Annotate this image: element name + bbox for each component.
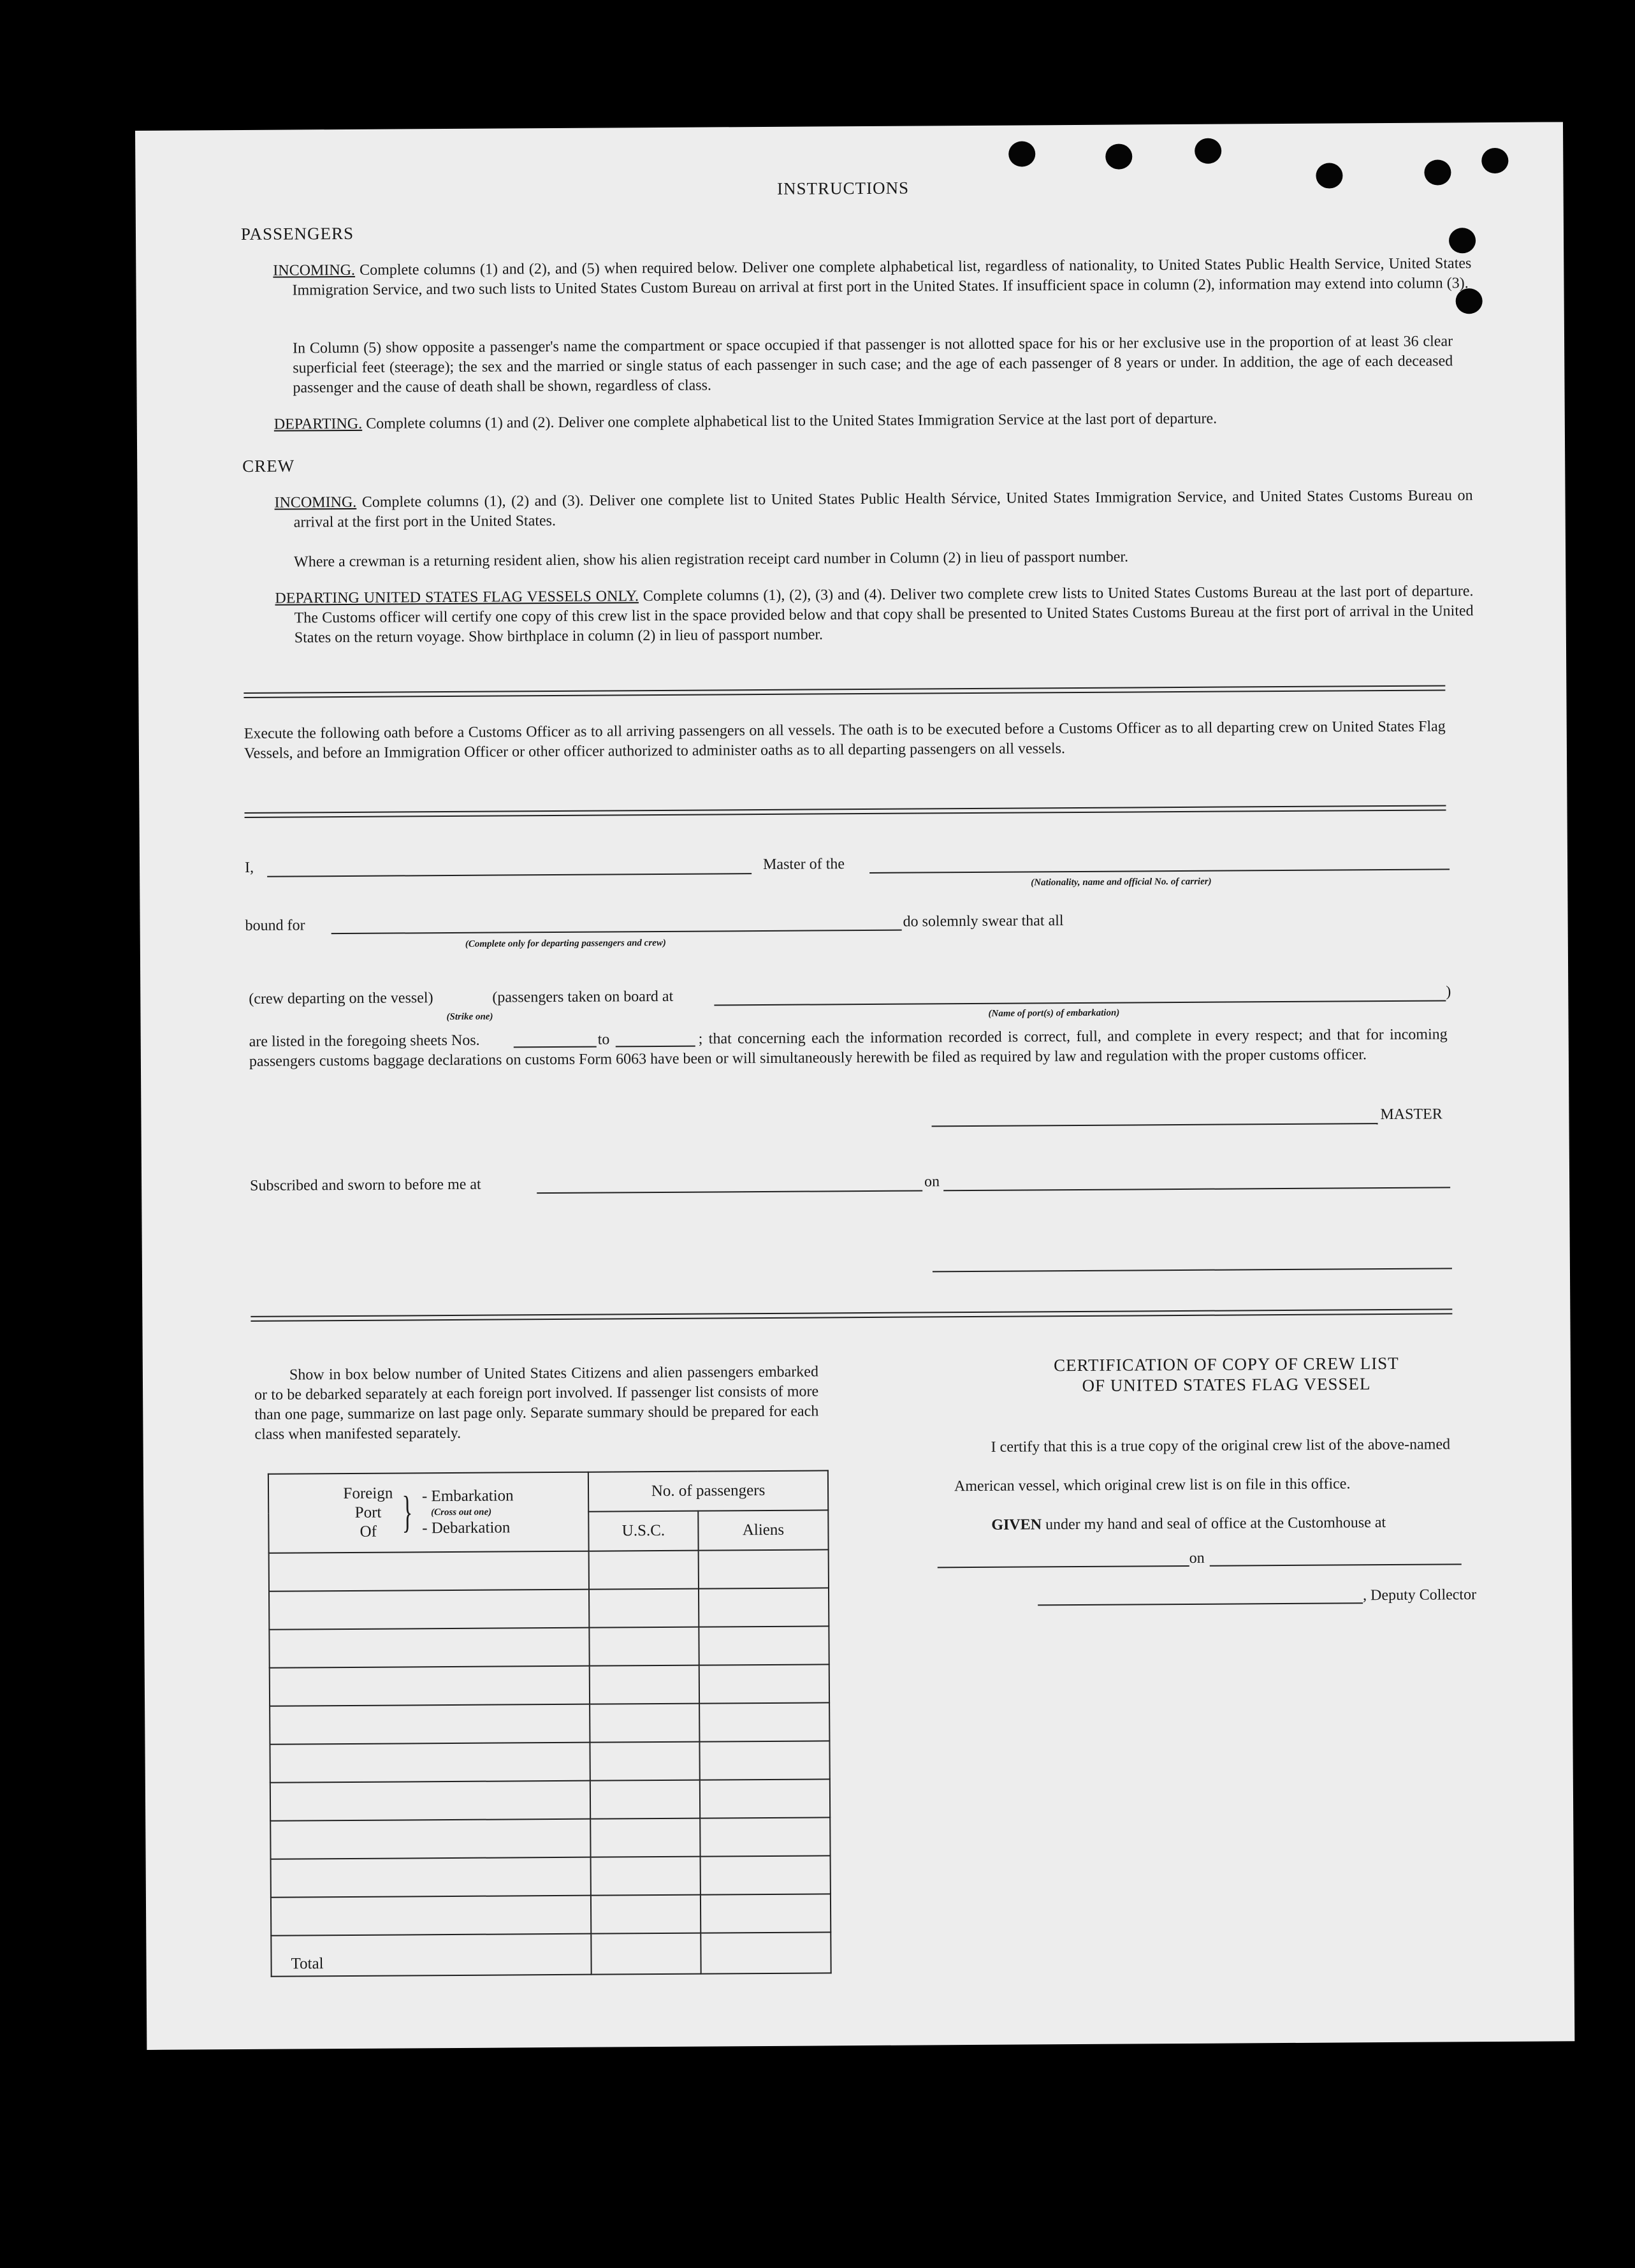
table-row[interactable] bbox=[270, 1702, 829, 1744]
summary-instructions: Show in box below number of United States Citizens and alien passengers embarked or to be debarked separately at each foreign port involved. If passenger list consists of more than one page, summarize on last page only. Separate summary should be prepared for each class when manifested separately. bbox=[254, 1363, 819, 1443]
table-row[interactable] bbox=[270, 1741, 829, 1782]
embarkation-label: - Embarkation bbox=[421, 1487, 514, 1505]
punch-hole bbox=[1195, 138, 1221, 164]
oath-intro: Execute the following oath before a Customs Officer as to all arriving passengers on all vessels. The oath is to be executed before a Customs Officer as to all departing crew on United States Flag Vessels, and before an Immigration Officer or other officer authorized to administer oaths as to all departing passengers on all vessels. bbox=[243, 718, 1446, 762]
table-header-row bbox=[268, 1470, 828, 1513]
deputy-label: , Deputy Collector bbox=[1362, 1586, 1477, 1604]
cert-on-label: on bbox=[1189, 1549, 1205, 1567]
table-row[interactable] bbox=[270, 1779, 830, 1820]
divider bbox=[243, 685, 1445, 698]
listed-to: to bbox=[597, 1031, 610, 1048]
table-row[interactable] bbox=[271, 1855, 831, 1897]
punch-hole bbox=[1008, 141, 1035, 166]
crew-incoming-paragraph bbox=[274, 486, 1472, 532]
embarkation-port-field[interactable] bbox=[714, 1000, 1446, 1006]
total-label: Total bbox=[271, 1934, 591, 1977]
brace: } bbox=[402, 1488, 413, 1537]
bound-caption: (Complete only for departing passengers and crew) bbox=[465, 937, 666, 949]
table-row[interactable] bbox=[270, 1817, 830, 1859]
of-label: Of bbox=[360, 1523, 377, 1540]
punch-hole bbox=[1449, 228, 1476, 253]
subscribed-label: Subscribed and sworn to before me at bbox=[250, 1176, 481, 1194]
punch-hole bbox=[1105, 143, 1132, 169]
passengers-heading: PASSENGERS bbox=[240, 223, 354, 244]
form-page bbox=[135, 122, 1574, 2050]
crew-resident-paragraph: Where a crewman is a returning resident alien, show his alien registration receipt card number in Column (2) in lieu of passport number. bbox=[294, 548, 1129, 571]
passengers-departing-paragraph bbox=[274, 407, 1453, 434]
cert-date-field[interactable] bbox=[1210, 1563, 1462, 1566]
passengers-column5-paragraph: In Column (5) show opposite a passenger's name the compartment or space occupied if that passenger is not allotted space for his or her exclusive use in the proportion of at least 36 clear superficial feet (steerage); the sex and the married or single status of each passenger in such case; and the age of each passenger of 8 years or under. In addition, the age of each deceased passenger and the cause of death shall be shown, regardless of class. bbox=[293, 333, 1453, 397]
deputy-signature-field[interactable] bbox=[1038, 1602, 1363, 1606]
divider bbox=[245, 805, 1446, 818]
incoming-label: INCOMING. bbox=[273, 261, 356, 279]
bound-for-field[interactable] bbox=[331, 930, 902, 934]
passengers-header: No. of passengers bbox=[588, 1470, 828, 1511]
sworn-at-field[interactable] bbox=[537, 1190, 922, 1194]
crew-incoming-text: Complete columns (1), (2) and (3). Deliver one complete list to United States Public Health Sérvice, United States Immigration Service, and United States Customs Bureau on arrival at the first port in the United States. bbox=[293, 487, 1473, 531]
given-paragraph bbox=[991, 1513, 1386, 1535]
i-label: I, bbox=[244, 859, 254, 876]
port-label: Port bbox=[354, 1503, 382, 1521]
sworn-on-label: on bbox=[924, 1173, 940, 1190]
master-name-field[interactable] bbox=[267, 873, 752, 877]
divider bbox=[251, 1308, 1452, 1322]
carrier-field[interactable] bbox=[869, 868, 1450, 874]
officer-signature-field[interactable] bbox=[933, 1268, 1452, 1272]
certification-title-2: OF UNITED STATES FLAG VESSEL bbox=[1082, 1374, 1371, 1395]
crew-departing-label: DEPARTING UNITED STATES FLAG VESSELS ONLY. bbox=[275, 588, 639, 607]
passenger-summary-table bbox=[268, 1470, 832, 1977]
crew-heading: CREW bbox=[242, 456, 295, 476]
master-signature-field[interactable] bbox=[932, 1123, 1378, 1127]
given-bold: GIVEN bbox=[991, 1516, 1042, 1533]
table-row[interactable] bbox=[270, 1664, 829, 1706]
usc-header: U.S.C. bbox=[588, 1511, 698, 1551]
certify-text: I certify that this is a true copy of the original crew list of the above-named bbox=[991, 1436, 1451, 1456]
cross-out-caption: (Cross out one) bbox=[431, 1507, 492, 1518]
given-text: under my hand and seal of office at the Customhouse at bbox=[1045, 1514, 1386, 1533]
table-row[interactable] bbox=[269, 1549, 829, 1591]
total-row[interactable] bbox=[271, 1932, 831, 1976]
vessel-text: American vessel, which original crew list is on file in this office. bbox=[954, 1475, 1351, 1495]
punch-hole bbox=[1481, 148, 1508, 173]
customhouse-field[interactable] bbox=[938, 1565, 1189, 1568]
debarkation-label: - Debarkation bbox=[422, 1519, 511, 1537]
crew-departing-paragraph bbox=[275, 582, 1474, 648]
instructions-title: INSTRUCTIONS bbox=[776, 178, 910, 198]
crew-incoming-label: INCOMING. bbox=[274, 494, 357, 511]
table-row[interactable] bbox=[269, 1626, 829, 1667]
master-of-the-label: Master of the bbox=[762, 856, 845, 874]
table-row[interactable] bbox=[269, 1588, 829, 1629]
table-row[interactable] bbox=[271, 1894, 831, 1935]
listed-prefix: are listed in the foregoing sheets Nos. bbox=[249, 1032, 480, 1050]
sworn-date-field[interactable] bbox=[943, 1187, 1450, 1191]
listed-rest: ; that concerning each the information recorded is correct, full, and complete in every respect; and that for incoming passengers customs baggage declarations on customs Form 6063 have been or will simultaneously herewith be filed as required by law and regulation with the proper customs officer. bbox=[249, 1026, 1448, 1070]
crew-departing-option[interactable]: (crew departing on the vessel) bbox=[249, 990, 433, 1007]
passengers-taken-option[interactable]: (passengers taken on board at bbox=[492, 988, 674, 1006]
aliens-header: Aliens bbox=[698, 1510, 828, 1550]
departing-label: DEPARTING. bbox=[273, 415, 363, 433]
bound-for-label: bound for bbox=[245, 917, 305, 934]
close-paren: ) bbox=[1446, 983, 1451, 1000]
master-label: MASTER bbox=[1380, 1106, 1442, 1123]
port-header bbox=[268, 1472, 589, 1553]
crew-departing-text: Complete columns (1), (2), (3) and (4). Deliver two complete crew lists to United States Customs Bureau at the last port of departure. The Customs officer will certify one copy of this crew list in the space provided below and that copy shall be presented to United States Customs Bureau at the first port of arrival in the United States on the return voyage. Show birthplace in column (2) in lieu of passport number. bbox=[294, 583, 1474, 647]
departing-text: Complete columns (1) and (2). Deliver one complete alphabetical list to the United States Immigration Service at the last port of departure. bbox=[366, 410, 1217, 432]
swear-label: do solemnly swear that all bbox=[903, 912, 1064, 930]
passengers-incoming-paragraph bbox=[273, 254, 1471, 300]
foreign-label: Foreign bbox=[343, 1484, 393, 1503]
certification-title-1: CERTIFICATION OF COPY OF CREW LIST bbox=[1053, 1353, 1399, 1375]
incoming-text: Complete columns (1) and (2), and (5) when required below. Deliver one complete alphabetical list, regardless of nationality, to United States Public Health Service, United States Immigration Service, and two such lists to United States Custom Bureau on arrival at first port in the United States. If insufficient space in column (2), information may extend into column (3). bbox=[292, 255, 1472, 299]
strike-caption: (Strike one) bbox=[446, 1011, 493, 1023]
port-caption: (Name of port(s) of embarkation) bbox=[988, 1007, 1120, 1019]
nationality-caption: (Nationality, name and official No. of carrier) bbox=[1031, 876, 1212, 888]
